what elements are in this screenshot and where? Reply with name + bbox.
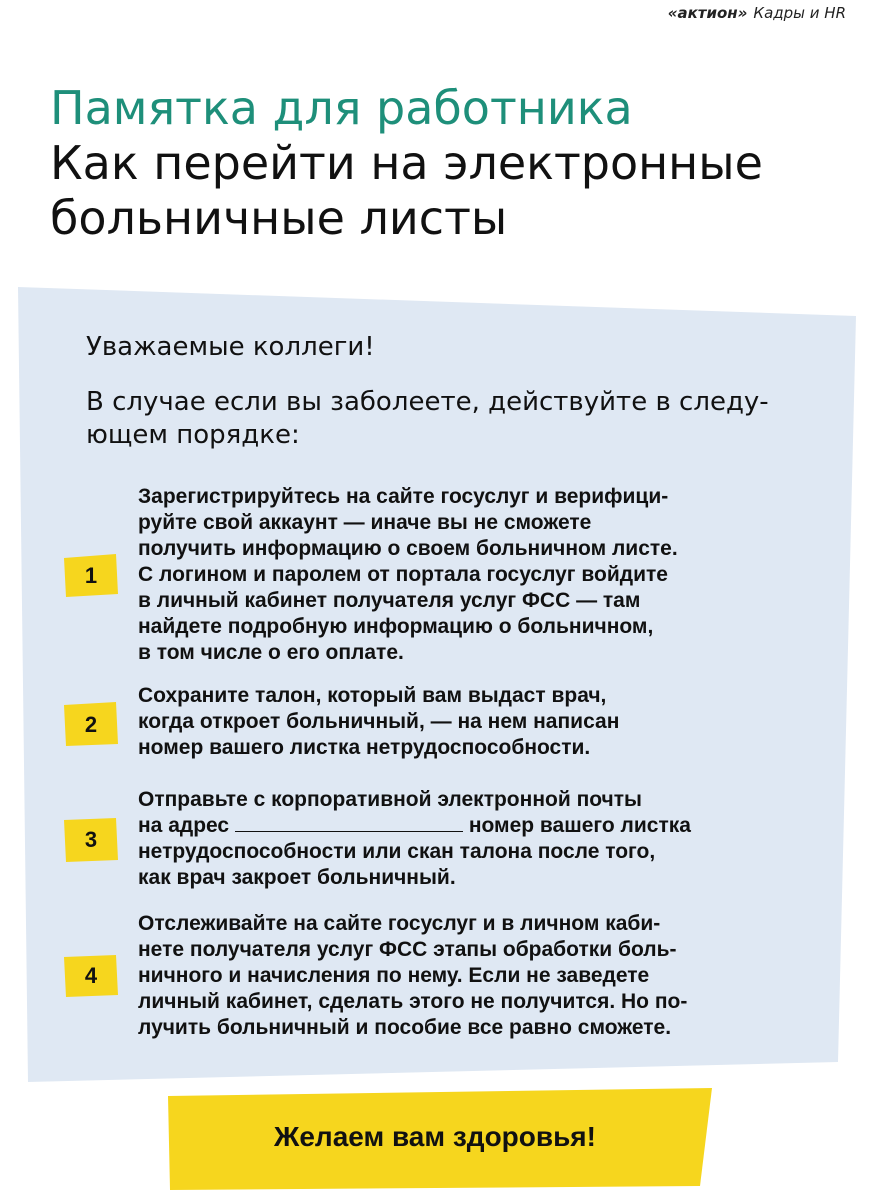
step-line: номер вашего листка нетрудоспособности. [138, 736, 591, 759]
page-title-line1: Как перейти на электронные [50, 136, 763, 190]
wish-banner-text: Желаем вам здоровья! [274, 1121, 596, 1152]
step-2-number: 2 [84, 712, 98, 737]
step-line: когда откроет больничный, — на нем написан [138, 710, 620, 733]
step-line: Зарегистрируйтесь на сайте госуслуг и верифици- [138, 485, 669, 508]
step-line: как врач закроет больничный. [138, 866, 456, 889]
brand-suffix: Кадры и HR [753, 4, 846, 22]
step-3-text [138, 787, 818, 891]
step-line: нетрудоспособности или скан талона после того, [138, 840, 656, 863]
step-line: Сохраните талон, который вам выдаст врач, [138, 684, 607, 707]
step-1-number: 1 [84, 563, 98, 588]
step-line: получить информацию о своем больничном листе. [138, 537, 678, 560]
step-line: Отслеживайте на сайте госуслуг и в личном каби- [138, 912, 661, 935]
step-line: личный кабинет, сделать этого не получится. Но по- [138, 990, 688, 1013]
memo-subtitle: Памятка для работника [50, 81, 633, 135]
step-line-end: номер вашего листка [468, 814, 691, 837]
intro-line: ющем порядке: [86, 420, 300, 450]
step-line: Отправьте с корпоративной электронной почты [138, 788, 642, 811]
step-line: руйте свой аккаунт — иначе вы не сможете [138, 511, 592, 534]
step-line: нете получателя услуг ФСС этапы обработки боль- [138, 938, 677, 961]
step-line: лучить больничный и пособие все равно сможете. [138, 1016, 672, 1039]
intro-text [86, 386, 836, 452]
step-3-number: 3 [84, 827, 98, 852]
email-blank-field [235, 813, 463, 832]
step-4-text [138, 911, 818, 1041]
intro-line: В случае если вы заболеете, действуйте в следу- [86, 387, 769, 417]
step-line-start: на адрес [138, 814, 230, 837]
greeting: Уважаемые коллеги! [86, 332, 375, 362]
step-1-text [138, 484, 818, 666]
step-4-number: 4 [84, 963, 98, 988]
step-line [138, 813, 818, 839]
step-line: в личный кабинет получателя услуг ФСС — там [138, 589, 641, 612]
step-line: ничного и начисления по нему. Если не заведете [138, 964, 650, 987]
brand-logo: «актион» [667, 4, 748, 22]
step-2-text [138, 683, 818, 761]
page-title-line2: больничные листы [50, 191, 508, 245]
step-line: в том числе о его оплате. [138, 641, 404, 664]
step-line: С логином и паролем от портала госуслуг войдите [138, 563, 668, 586]
step-line: найдете подробную информацию о больничном, [138, 615, 654, 638]
